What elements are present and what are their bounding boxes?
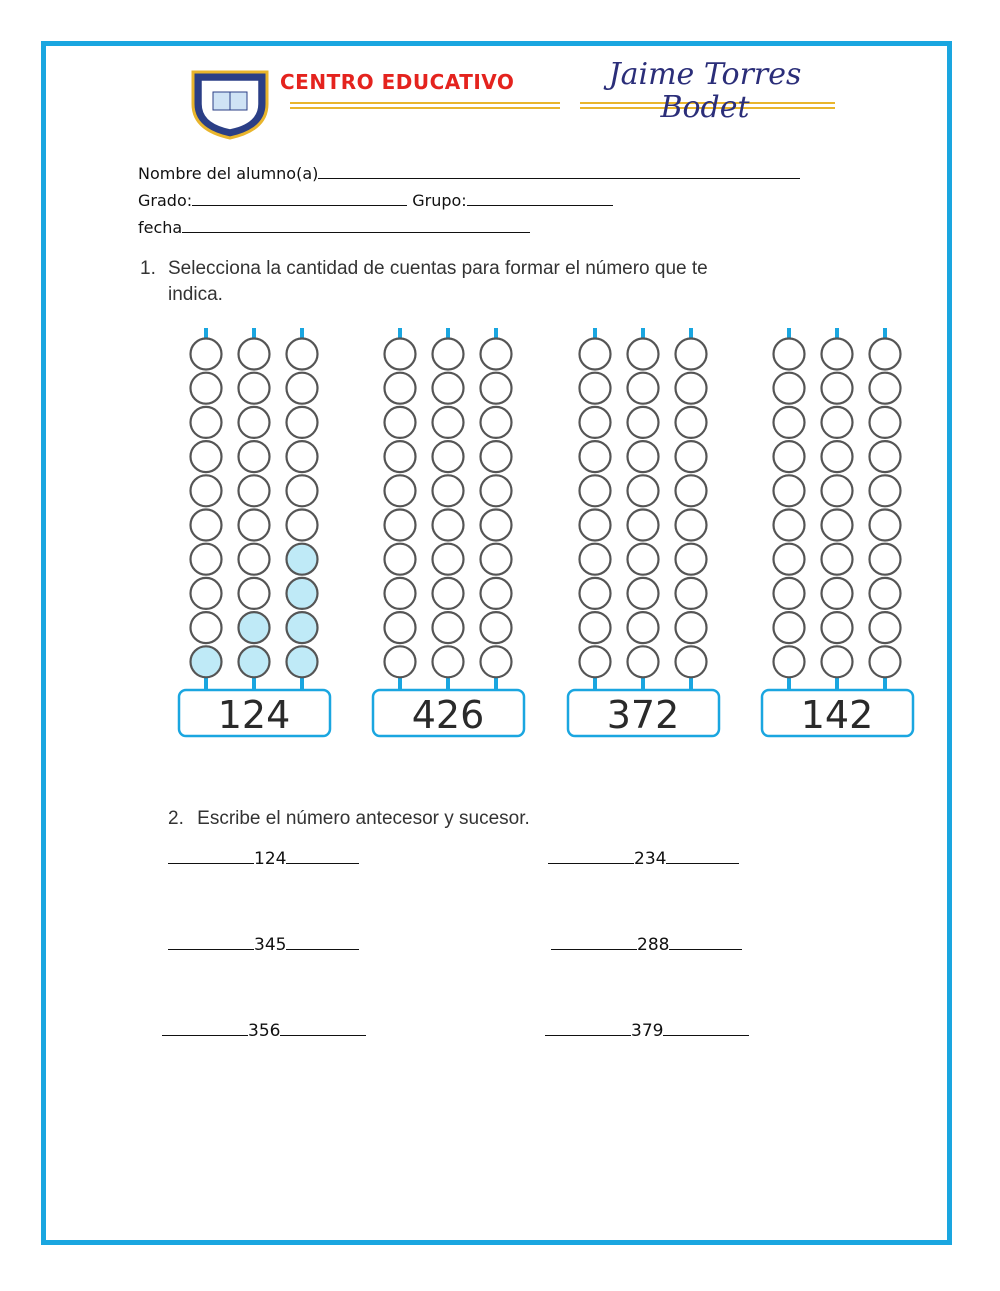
bead[interactable] <box>822 612 853 643</box>
bead[interactable] <box>287 510 318 541</box>
grade-label: Grado: <box>138 191 193 210</box>
bead[interactable] <box>628 339 659 370</box>
bead[interactable] <box>239 646 270 677</box>
bead[interactable] <box>481 544 512 575</box>
predecessor-blank[interactable] <box>168 849 254 864</box>
bead[interactable] <box>239 544 270 575</box>
bead[interactable] <box>287 612 318 643</box>
question-2 <box>168 806 530 832</box>
bead[interactable] <box>239 510 270 541</box>
bead[interactable] <box>774 339 805 370</box>
school-label: CENTRO EDUCATIVO <box>280 70 515 94</box>
predecessor-successor-item <box>548 849 739 869</box>
bead[interactable] <box>191 544 222 575</box>
bead[interactable] <box>870 578 901 609</box>
question-2-text: Escribe el número antecesor y sucesor. <box>197 808 530 829</box>
bead[interactable] <box>580 373 611 404</box>
predecessor-blank[interactable] <box>551 935 637 950</box>
bead[interactable] <box>580 407 611 438</box>
bead[interactable] <box>191 373 222 404</box>
bead[interactable] <box>239 441 270 472</box>
bead[interactable] <box>385 373 416 404</box>
bead[interactable] <box>433 612 464 643</box>
bead[interactable] <box>481 407 512 438</box>
bead[interactable] <box>774 612 805 643</box>
bead[interactable] <box>580 578 611 609</box>
bead[interactable] <box>239 475 270 506</box>
successor-blank[interactable] <box>666 849 739 864</box>
bead[interactable] <box>433 544 464 575</box>
bead[interactable] <box>822 475 853 506</box>
predecessor-blank[interactable] <box>548 849 634 864</box>
question-1-text-line2: indica. <box>168 284 223 305</box>
target-number: 124 <box>217 693 291 737</box>
bead[interactable] <box>481 441 512 472</box>
bead[interactable] <box>191 510 222 541</box>
bead[interactable] <box>385 510 416 541</box>
bead[interactable] <box>433 339 464 370</box>
successor-blank[interactable] <box>280 1021 366 1036</box>
predecessor-successor-item <box>168 849 359 869</box>
target-number: 142 <box>800 693 874 737</box>
item-number: 288 <box>637 935 670 955</box>
bead[interactable] <box>287 407 318 438</box>
question-1-number: 1. <box>140 258 156 279</box>
bead[interactable] <box>822 578 853 609</box>
bead[interactable] <box>676 612 707 643</box>
bead[interactable] <box>433 578 464 609</box>
bead[interactable] <box>628 373 659 404</box>
bead[interactable] <box>481 373 512 404</box>
bead[interactable] <box>822 339 853 370</box>
target-number: 426 <box>411 693 485 737</box>
bead[interactable] <box>191 475 222 506</box>
bead[interactable] <box>239 612 270 643</box>
bead[interactable] <box>433 373 464 404</box>
bead[interactable] <box>287 373 318 404</box>
bead[interactable] <box>870 373 901 404</box>
bead[interactable] <box>385 578 416 609</box>
item-number: 124 <box>254 849 287 869</box>
bead[interactable] <box>191 612 222 643</box>
bead[interactable] <box>676 339 707 370</box>
bead[interactable] <box>385 407 416 438</box>
bead[interactable] <box>676 373 707 404</box>
bead[interactable] <box>822 407 853 438</box>
predecessor-blank[interactable] <box>545 1021 631 1036</box>
bead[interactable] <box>385 475 416 506</box>
predecessor-blank[interactable] <box>162 1021 248 1036</box>
bead[interactable] <box>870 475 901 506</box>
bead[interactable] <box>239 373 270 404</box>
date-label: fecha <box>138 218 183 237</box>
bead[interactable] <box>822 441 853 472</box>
school-name-line2: Bodet <box>660 90 750 125</box>
bead[interactable] <box>481 510 512 541</box>
predecessor-successor-item <box>168 935 359 955</box>
item-number: 234 <box>634 849 667 869</box>
predecessor-successor-item <box>551 935 742 955</box>
item-number: 356 <box>248 1021 281 1041</box>
bead[interactable] <box>385 612 416 643</box>
bead[interactable] <box>774 544 805 575</box>
bead[interactable] <box>870 339 901 370</box>
successor-blank[interactable] <box>286 849 359 864</box>
bead[interactable] <box>676 510 707 541</box>
student-name-label: Nombre del alumno(a) <box>138 164 319 183</box>
bead[interactable] <box>628 407 659 438</box>
bead[interactable] <box>433 407 464 438</box>
question-1-text-line1: Selecciona la cantidad de cuentas para formar el número que te <box>168 258 708 279</box>
bead[interactable] <box>433 441 464 472</box>
bead[interactable] <box>870 407 901 438</box>
bead[interactable] <box>191 407 222 438</box>
bead[interactable] <box>774 407 805 438</box>
bead[interactable] <box>287 646 318 677</box>
bead[interactable] <box>870 510 901 541</box>
successor-blank[interactable] <box>663 1021 749 1036</box>
successor-blank[interactable] <box>286 935 359 950</box>
bead[interactable] <box>774 578 805 609</box>
bead[interactable] <box>385 646 416 677</box>
bead[interactable] <box>287 544 318 575</box>
bead[interactable] <box>628 510 659 541</box>
bead[interactable] <box>191 578 222 609</box>
bead[interactable] <box>628 544 659 575</box>
bead[interactable] <box>580 510 611 541</box>
bead[interactable] <box>580 612 611 643</box>
bead[interactable] <box>580 441 611 472</box>
bead[interactable] <box>628 441 659 472</box>
bead[interactable] <box>676 407 707 438</box>
bead[interactable] <box>822 646 853 677</box>
bead[interactable] <box>385 544 416 575</box>
bead[interactable] <box>481 475 512 506</box>
bead[interactable] <box>580 544 611 575</box>
bead[interactable] <box>433 646 464 677</box>
bead[interactable] <box>287 475 318 506</box>
bead[interactable] <box>239 339 270 370</box>
bead[interactable] <box>628 612 659 643</box>
bead[interactable] <box>774 510 805 541</box>
bead[interactable] <box>385 441 416 472</box>
successor-blank[interactable] <box>669 935 742 950</box>
bead[interactable] <box>870 544 901 575</box>
bead[interactable] <box>676 646 707 677</box>
bead[interactable] <box>580 646 611 677</box>
bead[interactable] <box>676 475 707 506</box>
bead[interactable] <box>870 646 901 677</box>
bead[interactable] <box>580 339 611 370</box>
predecessor-successor-item <box>162 1021 366 1041</box>
bead[interactable] <box>433 475 464 506</box>
bead[interactable] <box>822 373 853 404</box>
school-name-line1: Jaime Torres <box>608 57 802 92</box>
bead[interactable] <box>676 578 707 609</box>
bead[interactable] <box>774 475 805 506</box>
bead[interactable] <box>628 475 659 506</box>
item-number: 345 <box>254 935 287 955</box>
bead[interactable] <box>385 339 416 370</box>
bead[interactable] <box>774 373 805 404</box>
bead[interactable] <box>287 339 318 370</box>
bead[interactable] <box>481 339 512 370</box>
bead[interactable] <box>191 646 222 677</box>
bead[interactable] <box>676 441 707 472</box>
bead[interactable] <box>774 646 805 677</box>
bead[interactable] <box>287 441 318 472</box>
bead[interactable] <box>239 407 270 438</box>
bead[interactable] <box>870 441 901 472</box>
bead[interactable] <box>822 510 853 541</box>
bead[interactable] <box>481 612 512 643</box>
question-2-number: 2. <box>168 808 184 829</box>
bead[interactable] <box>287 578 318 609</box>
bead[interactable] <box>481 646 512 677</box>
bead[interactable] <box>870 612 901 643</box>
bead[interactable] <box>191 339 222 370</box>
bead[interactable] <box>481 578 512 609</box>
bead[interactable] <box>239 578 270 609</box>
predecessor-blank[interactable] <box>168 935 254 950</box>
item-number: 379 <box>631 1021 664 1041</box>
bead[interactable] <box>774 441 805 472</box>
bead[interactable] <box>191 441 222 472</box>
bead[interactable] <box>822 544 853 575</box>
bead[interactable] <box>433 510 464 541</box>
predecessor-successor-item <box>545 1021 749 1041</box>
bead[interactable] <box>628 646 659 677</box>
bead[interactable] <box>628 578 659 609</box>
bead[interactable] <box>676 544 707 575</box>
target-number: 372 <box>606 693 680 737</box>
group-label: Grupo: <box>412 191 467 210</box>
bead[interactable] <box>580 475 611 506</box>
